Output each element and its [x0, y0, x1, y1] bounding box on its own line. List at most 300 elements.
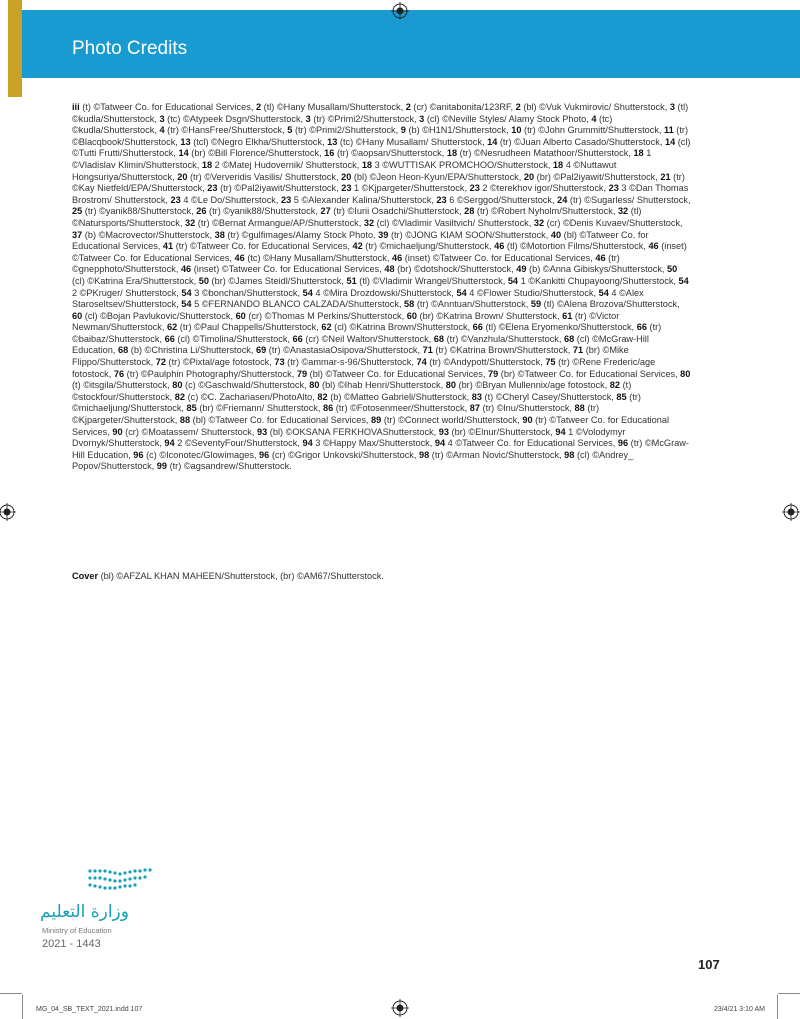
credit-page-number: 62	[166, 322, 178, 333]
credit-text: (t) ©Tatweer Co. for Educational Services,	[79, 102, 256, 112]
credit-page-number: 2	[255, 102, 262, 112]
credit-text: (tr) ©agsandrew/Shutterstock.	[167, 461, 292, 472]
credit-text: (bl) ©Tatweer Co. for Educational Services,	[190, 415, 372, 426]
credit-text: (bl) ©Jeon Heon-Kyun/EPA/Shutterstock,	[351, 171, 524, 182]
credit-page-number: 89	[371, 415, 382, 426]
credit-page-number: 11	[664, 125, 674, 136]
credit-page-number: 50	[667, 264, 678, 275]
credit-entry	[324, 148, 447, 158]
credit-text: (tc) ©kudla/Shutterstock,	[72, 113, 613, 136]
credit-text: (tl) ©Alena Brozova/Shutterstock,	[541, 299, 680, 310]
credit-entry	[179, 148, 325, 158]
credit-page-number: 48	[384, 264, 395, 275]
credit-page-number: 66	[472, 322, 483, 333]
credit-page-number: 93	[257, 426, 268, 437]
credit-page-number: 69	[256, 345, 267, 356]
credit-page-number: 54	[456, 287, 467, 298]
credit-page-number: 83	[471, 391, 482, 402]
credit-entry	[72, 311, 236, 321]
credit-text: (bl) ©Tatweer Co. for Educational Services,	[72, 229, 649, 252]
registration-mark-icon	[391, 999, 409, 1017]
credit-entry	[171, 195, 281, 205]
credit-text: (tr) ©John Grummitt/Shutterstock,	[521, 125, 665, 136]
credit-entry	[187, 403, 323, 413]
credit-entry	[163, 241, 353, 251]
credit-page-number: 71	[572, 345, 584, 356]
credit-page-number: 25	[72, 206, 83, 217]
credit-text: (cl) ©McGraw-Hill Education,	[72, 333, 649, 356]
credit-page-number: 4	[591, 113, 597, 124]
credit-page-number: 72	[155, 357, 166, 368]
credit-page-number: 68	[117, 345, 129, 356]
credit-text: (tr) ©Katrina Brown/Shutterstock,	[432, 345, 573, 356]
credit-page-number: 23	[436, 194, 447, 205]
credit-page-number: 85	[186, 403, 197, 414]
credit-page-number: 32	[533, 217, 545, 228]
credit-page-number: 14	[487, 136, 498, 147]
credit-entry	[473, 322, 637, 332]
credit-text: (c) ©Gaschwald/Shutterstock,	[182, 380, 310, 391]
credit-entry	[406, 102, 516, 112]
credit-text: (tr) ©Nesrudheen Matathoor/Shutterstock,	[457, 148, 634, 159]
credit-page-number: 58	[404, 299, 415, 310]
credit-entry	[371, 415, 522, 425]
photo-credits-text	[72, 102, 692, 473]
credit-page-number: 99	[156, 461, 168, 472]
credit-text: (tr) ©gnepphoto/Shutterstock,	[72, 252, 620, 275]
credit-entry	[470, 403, 575, 413]
credit-entry	[516, 102, 670, 112]
credit-text: (tr) ©Anntuan/Shutterstock,	[414, 299, 531, 310]
credit-text: 1 ©Kjpargeter/Shutterstock,	[351, 183, 470, 194]
credit-page-number: 38	[214, 229, 225, 240]
credit-text: (tr) ©Kay Nietfeld/EPA/Shutterstock,	[72, 171, 685, 194]
credit-entry	[404, 299, 531, 309]
credit-page-number: 75	[545, 357, 556, 368]
credit-page-number: 23	[341, 183, 352, 194]
credit-page-number: 73	[274, 357, 285, 368]
credit-text: (tr) ©Tatweer Co. for Educational Services,	[72, 415, 670, 437]
credit-entry	[302, 438, 434, 448]
credit-entry	[215, 230, 379, 240]
credit-page-number: 32	[184, 217, 196, 228]
credit-page-number: 93	[438, 426, 449, 437]
credit-entry	[256, 345, 423, 355]
credit-page-number: 88	[574, 403, 585, 414]
credit-page-number: 68	[433, 333, 445, 344]
credit-page-number: 28	[464, 206, 475, 217]
credit-entry	[236, 311, 407, 321]
credit-entry	[511, 125, 664, 135]
credit-page-number: 79	[488, 368, 499, 379]
credit-page-number: 66	[164, 333, 175, 344]
credit-text: (tr) ©Arman Novic/Shutterstock,	[429, 449, 565, 460]
cover-label: Cover	[72, 571, 99, 581]
credit-text: 1 ©Vladislav Klimin/Shutterstock,	[72, 148, 652, 170]
credit-text: (tr) ©Paulphin Photography/Shutterstock,	[124, 368, 297, 379]
credit-page-number: 20	[523, 171, 535, 182]
credit-text: (cr) ©Moatassem/ Shutterstock,	[122, 426, 257, 437]
credit-entry	[181, 288, 302, 298]
credit-entry	[378, 230, 551, 240]
credit-text: 3 ©Happy Max/Shutterstock,	[312, 438, 435, 449]
credit-page-number: 32	[363, 217, 375, 228]
credit-text: (tr) ©Victor Newman/Shutterstock,	[72, 310, 620, 333]
credit-entry	[392, 253, 595, 263]
credit-text: (tr) ©Robert Nyholm/Shutterstock,	[474, 206, 618, 217]
credit-page-number: 23	[608, 183, 619, 194]
credit-entry	[281, 195, 436, 205]
page-number: 107	[698, 957, 720, 972]
credit-entry	[133, 450, 259, 460]
credit-entry	[423, 345, 573, 355]
credit-entry	[362, 160, 553, 170]
credit-entry	[274, 357, 416, 367]
credit-entry	[516, 264, 667, 274]
credit-page-number: 46	[648, 241, 659, 252]
registration-mark-icon	[391, 2, 409, 20]
credit-entry	[306, 114, 420, 124]
credit-entry	[416, 357, 545, 367]
crop-mark	[0, 993, 22, 994]
credit-page-number: 59	[530, 299, 542, 310]
credit-page-number: 24	[557, 194, 568, 205]
credit-entry	[156, 357, 275, 367]
credit-page-number: 2	[405, 102, 411, 112]
crop-mark	[778, 993, 800, 994]
credit-entry	[297, 369, 488, 379]
credit-entry	[235, 253, 392, 263]
credit-entry	[353, 241, 495, 251]
credit-text: 4 ©Mira Drozdowski/Shutterstock,	[312, 287, 457, 298]
credit-entry	[72, 206, 196, 216]
credit-text: (bl) ©Vuk Vukmirovic/ Shutterstock,	[520, 102, 670, 112]
ministry-logo	[40, 866, 190, 956]
credit-text: (cl) ©Andrey_ Popov/Shutterstock,	[72, 449, 634, 472]
credit-text: (tr) ©Connect world/Shutterstock,	[381, 415, 523, 426]
credit-page-number: 46	[595, 252, 606, 263]
credit-text: (tr) ©Primi2/Shutterstock,	[292, 125, 401, 136]
credit-page-number: 66	[292, 333, 303, 344]
credit-entry	[494, 241, 648, 251]
cover-credit	[72, 571, 692, 583]
credit-text: (br) ©Pal2iyawit/Shutterstock,	[534, 171, 661, 182]
credit-page-number: 21	[660, 171, 671, 182]
credit-page-number: 50	[198, 275, 209, 286]
credit-text: 4 ©Nuttawut Hongsuriya/Shutterstock,	[72, 159, 617, 182]
ministry-dots-logo-icon	[86, 866, 156, 896]
credit-text: (t) ©itsgila/Shutterstock,	[72, 380, 173, 391]
credit-entry	[199, 276, 347, 286]
credit-entry	[456, 288, 598, 298]
credit-page-number: 18	[361, 159, 373, 170]
credit-text: 1 ©Volodymyr Dvornyk/Shutterstock,	[72, 426, 626, 449]
credit-page-number: 23	[469, 183, 480, 194]
credit-entry	[419, 450, 564, 460]
credit-page-number: 13	[180, 136, 191, 147]
credit-text: (tr) ©michaeljung/Shutterstock,	[72, 391, 641, 414]
credit-text: (br) ©dotshock/Shutterstock,	[394, 264, 517, 275]
credit-page-number: 60	[406, 310, 417, 321]
credit-entry	[165, 334, 293, 344]
credit-entry	[256, 102, 406, 112]
credit-page-number: 46	[180, 264, 192, 275]
credit-page-number: 88	[179, 415, 191, 426]
credit-entry	[323, 403, 470, 413]
credit-page-number: 82	[609, 380, 621, 391]
credit-page-number: 13	[327, 136, 338, 147]
credit-page-number: 82	[317, 391, 328, 402]
credit-text: (cr) ©Thomas M Perkins/Shutterstock,	[245, 310, 407, 321]
credit-text: (bl) ©Tatweer Co. for Educational Services,	[307, 368, 488, 379]
credit-entry	[202, 160, 362, 170]
credit-entry	[341, 183, 469, 193]
credit-page-number: 20	[341, 171, 352, 182]
credit-entry	[464, 206, 618, 216]
credit-entry	[446, 380, 610, 390]
credit-text: (tr) ©yanik88/Shutterstock,	[82, 206, 197, 217]
credit-text: (cr) ©anitabonita/123RF,	[410, 102, 516, 112]
credit-page-number: 26	[196, 206, 207, 217]
credit-page-number: 3	[159, 113, 165, 124]
credit-entry	[164, 438, 302, 448]
credit-entry	[293, 334, 434, 344]
credit-text: (tr) ©yanik88/Shutterstock,	[206, 206, 321, 217]
registration-mark-icon	[0, 503, 16, 521]
credit-entry	[384, 264, 516, 274]
credit-entry	[112, 427, 257, 437]
footer-timestamp: 23/4/21 3:10 AM	[714, 1006, 765, 1013]
credit-entry	[447, 148, 634, 158]
credit-text: 2 ©SeventyFour/Shutterstock,	[174, 438, 303, 449]
credit-page-number: 14	[664, 136, 676, 147]
credit-text: (tr) ©Primi2/Shutterstock,	[310, 113, 420, 124]
credit-page-number: 86	[323, 403, 334, 414]
credit-page-number: 5	[287, 125, 293, 136]
credit-entry	[524, 172, 660, 182]
credit-text: (cr) ©Denis Kuvaev/Shutterstock,	[544, 217, 683, 228]
credit-text: (tr) ©Iurii Osadchi/Shutterstock,	[330, 206, 465, 217]
credit-page-number: 98	[419, 449, 430, 460]
credit-text: (b) ©H1N1/Shutterstock,	[405, 125, 512, 136]
credit-text: (inset) ©Tatweer Co. for Educational Services,	[72, 241, 687, 263]
credit-text: 6 ©Serggod/Shutterstock,	[446, 194, 558, 205]
credit-entry	[534, 218, 683, 228]
registration-mark-icon	[782, 503, 800, 521]
credit-page-number: 18	[446, 148, 458, 159]
credit-page-number: 46	[494, 241, 505, 252]
credit-text: (tr) ©JONG KIAM SOON/Shutterstock,	[388, 229, 551, 240]
credit-page-number: 90	[522, 415, 533, 426]
credit-page-number: 23	[207, 183, 218, 194]
credit-text: (tr) ©Juan Alberto Casado/Shutterstock,	[497, 136, 665, 147]
credit-text: (tr) ©Ververidis Vasilis/ Shutterstock,	[187, 171, 342, 182]
credit-text: (br) ©Mike Flippo/Shutterstock,	[72, 345, 629, 368]
credit-text: (cl) ©Bojan Pavlukovic/Shutterstock,	[82, 310, 236, 321]
credit-entry	[487, 137, 665, 147]
credit-text: (tr) ©Sugarless/ Shutterstock,	[567, 194, 691, 205]
credit-text: (cl) ©Katrina Era/Shutterstock,	[72, 275, 199, 286]
credit-text: 5 ©FERNANDO BLANCO CALZADA/Shutterstock,	[191, 299, 405, 310]
credit-text: (cl) ©Katrina Brown/Shutterstock,	[331, 322, 473, 333]
credit-text: (br) ©Bryan Mullennix/age fotostock,	[455, 380, 610, 391]
credit-page-number: 96	[133, 449, 144, 460]
credit-text: (tr) ©Fotosenmeer/Shutterstock,	[333, 403, 470, 414]
cover-credit-text: (bl) ©AFZAL KHAN MAHEEN/Shutterstock, (br) ©AM67/Shutterstock.	[100, 571, 384, 581]
credit-page-number: 42	[352, 241, 363, 252]
credit-text: (tl) ©Natursports/Shutterstock,	[72, 206, 642, 228]
credit-entry	[317, 392, 471, 402]
credit-text: (br) ©James Steidl/Shutterstock,	[209, 275, 347, 286]
credit-page-number: 23	[170, 194, 181, 205]
credit-text: (tc) ©Atypeek Dsgn/Shutterstock,	[164, 113, 306, 124]
credit-entry	[159, 125, 287, 135]
credit-entry	[327, 137, 487, 147]
credit-page-number: 14	[178, 148, 189, 159]
credit-page-number: 79	[296, 368, 308, 379]
crop-mark	[777, 995, 778, 1019]
credit-page-number: 3	[305, 113, 311, 124]
credit-text: (tr) ©Kjpargeter/Shutterstock,	[72, 403, 600, 426]
credit-text: (inset) ©Tatweer Co. for Educational Services,	[402, 252, 596, 263]
credit-text: 2 ©PKruger/ Shutterstock,	[72, 287, 182, 298]
credit-page-number: 23	[281, 194, 292, 205]
credit-text: (tcl) ©Negro Elkha/Shutterstock,	[190, 136, 328, 147]
credit-text: 3 ©WUTTISAK PROMCHOO/Shutterstock,	[372, 159, 553, 170]
credit-text: 1 ©Kankitti Chupayoong/Shutterstock,	[518, 275, 679, 286]
credit-text: (b) ©Matteo Gabrieli/Shutterstock,	[327, 391, 472, 402]
credit-entry	[114, 369, 297, 379]
credit-text: 4 ©Alex Staroseltsev/Shutterstock,	[72, 287, 644, 310]
crop-mark	[22, 995, 23, 1019]
credit-page-number: 71	[422, 345, 433, 356]
credit-text: (tr) ©Vanzhula/Shutterstock,	[444, 333, 564, 344]
credit-entry	[439, 427, 556, 437]
credit-page-number: iii	[72, 102, 80, 112]
page-title: Photo Credits	[72, 38, 188, 59]
credit-text: (cl) ©Timolina/Shutterstock,	[174, 333, 293, 344]
credit-text: (tc) ©Hany Musallam/Shutterstock,	[244, 252, 392, 263]
credit-text: (tr) ©Blacqbook/Shutterstock,	[72, 125, 689, 147]
credit-page-number: 20	[177, 171, 188, 182]
credit-page-number: 40	[550, 229, 562, 240]
credit-text: (tr) ©Pal2iyawit/Shutterstock,	[217, 183, 342, 194]
credit-page-number: 18	[633, 148, 644, 159]
credit-text: (inset) ©Tatweer Co. for Educational Services,	[191, 264, 385, 275]
credit-text: (tr) ©Andypott/Shutterstock,	[426, 357, 546, 368]
credit-text: 4 ©Le Do/Shutterstock,	[180, 194, 282, 205]
credit-page-number: 46	[234, 252, 245, 263]
credit-text: (tr) ©Bernat Armangue/AP/Shutterstock,	[195, 217, 364, 228]
credit-entry	[434, 334, 564, 344]
credit-entry	[309, 380, 446, 390]
credit-page-number: 54	[507, 275, 519, 286]
credit-text: (br) ©Elnur/Shutterstock,	[448, 426, 556, 437]
credit-page-number: 74	[416, 357, 427, 368]
credit-text: (tr) ©ammar-s-96/Shutterstock,	[284, 357, 417, 368]
ministry-english-name: Ministry of Education	[42, 926, 112, 935]
credit-text: (tl) ©Elena Eryomenko/Shutterstock,	[482, 322, 637, 333]
credit-text: (c) ©Iconotec/Glowimages,	[143, 449, 260, 460]
credit-entry	[157, 461, 292, 471]
credit-text: (br) ©Tatweer Co. for Educational Services,	[498, 368, 681, 379]
credit-entry	[185, 218, 364, 228]
credit-page-number: 32	[617, 206, 629, 217]
credit-text: (bl) ©OKSANA FERKHOVAShutterstock,	[267, 426, 439, 437]
credit-entry	[207, 183, 341, 193]
credit-text: 2 ©Matej Hudovernik/ Shutterstock,	[212, 159, 362, 170]
credit-text: (cl) ©Vladimir Vasiltvich/ Shutterstock,	[374, 217, 534, 228]
credit-page-number: 54	[678, 275, 689, 286]
credit-text: (t) ©Cheryl Casey/Shutterstock,	[482, 391, 617, 402]
credit-entry	[259, 450, 419, 460]
credit-entry	[180, 415, 371, 425]
credit-page-number: 66	[636, 322, 647, 333]
credit-text: (tr) ©gulfimages/Alamy Stock Photo,	[224, 229, 379, 240]
credit-page-number: 54	[598, 287, 609, 298]
credit-page-number: 3	[669, 102, 675, 112]
credit-text: (tc) ©Hany Musallam/ Shutterstock,	[337, 136, 488, 147]
credit-text: (tr) ©McGraw-Hill Education,	[72, 438, 689, 460]
credit-text: (tl) ©Motortion Films/Shutterstock,	[504, 241, 649, 252]
credit-page-number: 37	[72, 229, 83, 240]
credit-page-number: 9	[400, 125, 406, 136]
credit-entry	[488, 369, 680, 379]
credit-page-number: 49	[516, 264, 527, 275]
header-gold-bar	[8, 0, 22, 97]
credit-text: 3 ©bonchan/Shutterstock,	[191, 287, 303, 298]
credit-entry	[346, 276, 507, 286]
credit-page-number: 68	[564, 333, 575, 344]
credit-text: (br) ©Bill Florence/Shutterstock,	[188, 148, 325, 159]
credit-text: (tl) ©kudla/Shutterstock,	[72, 102, 689, 124]
credit-entry	[320, 206, 464, 216]
ministry-arabic-name: وزارة التعليم	[40, 902, 129, 922]
credit-page-number: 39	[378, 229, 389, 240]
credit-entry	[175, 392, 318, 402]
credit-page-number: 90	[112, 426, 123, 437]
credit-entry	[470, 183, 609, 193]
credit-text: (t) ©stockfour/Shutterstock,	[72, 380, 632, 402]
credit-page-number: 4	[159, 125, 165, 136]
credit-entry	[118, 345, 256, 355]
credit-text: (b) ©Anna Gibiskys/Shutterstock,	[526, 264, 668, 275]
credit-entry	[257, 427, 439, 437]
credit-page-number: 51	[346, 275, 357, 286]
credit-page-number: 54	[181, 299, 192, 310]
credit-text: (cl) ©Neville Styles/ Alamy Stock Photo,	[424, 113, 592, 124]
credit-page-number: 61	[562, 310, 573, 321]
credit-page-number: 96	[617, 438, 629, 449]
credit-page-number: 54	[302, 287, 313, 298]
credit-page-number: 80	[172, 380, 183, 391]
credit-text: (tr) ©lnu/Shutterstock,	[479, 403, 575, 414]
credit-entry	[172, 380, 309, 390]
credit-text: (bl) ©Ihab Henri/Shutterstock,	[319, 380, 446, 391]
credit-entry	[364, 218, 534, 228]
credit-page-number: 85	[616, 391, 627, 402]
credit-text: (tl) ©Hany Musallam/Shutterstock,	[261, 102, 406, 112]
credit-page-number: 60	[235, 310, 246, 321]
credit-page-number: 18	[201, 159, 213, 170]
credit-page-number: 98	[564, 449, 575, 460]
credit-entry	[531, 299, 680, 309]
credit-page-number: 60	[72, 310, 83, 321]
credit-page-number: 10	[511, 125, 522, 136]
credit-page-number: 94	[555, 426, 566, 437]
credit-entry	[72, 230, 215, 240]
credit-page-number: 80	[309, 380, 320, 391]
